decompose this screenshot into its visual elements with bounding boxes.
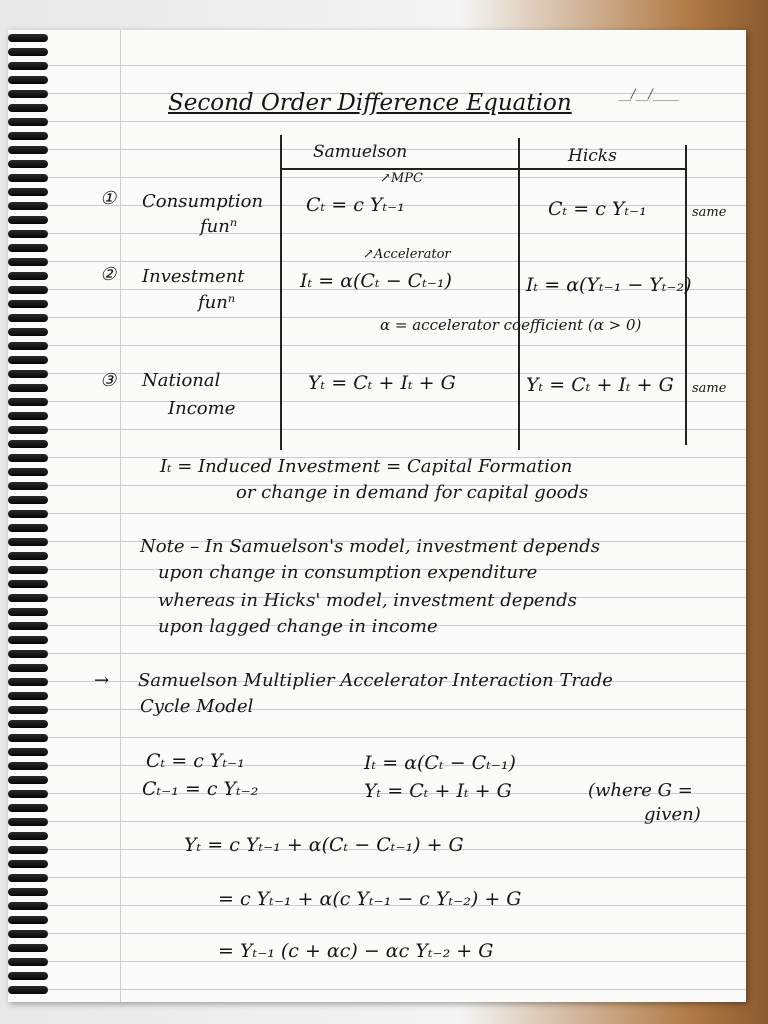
spiral-ring (8, 510, 48, 518)
note-line: upon lagged change in income (158, 616, 438, 637)
spiral-ring (8, 790, 48, 798)
column-header-samuelson: Samuelson (313, 142, 408, 162)
spiral-ring (8, 860, 48, 868)
accelerator-annotation: ↗Accelerator (363, 247, 451, 262)
spiral-ring (8, 398, 48, 406)
row-label: funⁿ (200, 216, 238, 237)
spiral-ring (8, 356, 48, 364)
spiral-ring (8, 286, 48, 294)
arrow-marker: → (94, 670, 110, 691)
derivation-step: = c Yₜ₋₁ + α(c Yₜ₋₁ − c Yₜ₋₂) + G (218, 888, 522, 910)
same-remark: same (692, 205, 727, 220)
samuelson-income: Yₜ = Cₜ + Iₜ + G (308, 372, 456, 394)
spiral-ring (8, 160, 48, 168)
derivation-step: Yₜ = c Yₜ₋₁ + α(Cₜ − Cₜ₋₁) + G (184, 834, 464, 856)
spiral-ring (8, 496, 48, 504)
spiral-ring (8, 720, 48, 728)
spiral-ring (8, 972, 48, 980)
spiral-ring (8, 580, 48, 588)
spiral-ring (8, 706, 48, 714)
spiral-ring (8, 748, 48, 756)
spiral-ring (8, 678, 48, 686)
row-number: ① (100, 188, 117, 209)
spiral-ring (8, 62, 48, 70)
spiral-ring (8, 118, 48, 126)
spiral-ring (8, 174, 48, 182)
equation-investment: Iₜ = α(Cₜ − Cₜ₋₁) (364, 752, 516, 774)
spiral-ring (8, 384, 48, 392)
spiral-ring (8, 818, 48, 826)
table-header-rule (280, 168, 685, 170)
spiral-ring (8, 804, 48, 812)
row-number: ② (100, 264, 117, 285)
spiral-ring (8, 944, 48, 952)
model-title: Samuelson Multiplier Accelerator Interaction Trade (138, 670, 613, 691)
spiral-ring (8, 244, 48, 252)
equation-income: Yₜ = Cₜ + Iₜ + G (364, 780, 512, 802)
samuelson-consumption: Cₜ = c Yₜ₋₁ (306, 194, 405, 216)
hicks-consumption: Cₜ = c Yₜ₋₁ (548, 198, 647, 220)
spiral-ring (8, 188, 48, 196)
row-label: Consumption (142, 191, 264, 212)
spiral-ring (8, 958, 48, 966)
table-divider-middle (518, 138, 520, 450)
spiral-ring (8, 146, 48, 154)
derivation-step: = Yₜ₋₁ (c + αc) − αc Yₜ₋₂ + G (218, 940, 494, 962)
spiral-ring (8, 846, 48, 854)
spiral-ring (8, 916, 48, 924)
spiral-ring (8, 832, 48, 840)
spiral-ring (8, 986, 48, 994)
equation-consumption: Cₜ = c Yₜ₋₁ (146, 750, 245, 772)
spiral-ring (8, 104, 48, 112)
spiral-ring (8, 622, 48, 630)
spiral-ring (8, 874, 48, 882)
spiral-ring (8, 314, 48, 322)
spiral-ring (8, 692, 48, 700)
spiral-ring (8, 664, 48, 672)
spiral-ring (8, 272, 48, 280)
spiral-ring (8, 902, 48, 910)
spiral-ring (8, 48, 48, 56)
margin-line (120, 30, 121, 1002)
spiral-ring (8, 454, 48, 462)
hicks-investment: Iₜ = α(Yₜ₋₁ − Yₜ₋₂) (526, 274, 692, 296)
spiral-ring (8, 888, 48, 896)
page-title: Second Order Difference Equation (168, 90, 572, 116)
spiral-ring (8, 734, 48, 742)
spiral-ring (8, 370, 48, 378)
spiral-ring (8, 300, 48, 308)
spiral-ring (8, 762, 48, 770)
row-label: National (142, 370, 221, 391)
spiral-ring (8, 468, 48, 476)
spiral-ring (8, 440, 48, 448)
spiral-ring (8, 202, 48, 210)
spiral-ring (8, 426, 48, 434)
definition-line: Iₜ = Induced Investment = Capital Formation (160, 456, 573, 477)
spiral-ring (8, 524, 48, 532)
spiral-ring (8, 608, 48, 616)
note-line: whereas in Hicks' model, investment depends (158, 590, 577, 611)
note-line: upon change in consumption expenditure (158, 562, 538, 583)
spiral-ring (8, 776, 48, 784)
row-label: Investment (142, 266, 245, 287)
same-remark: same (692, 381, 727, 396)
spiral-ring (8, 230, 48, 238)
spiral-ring (8, 216, 48, 224)
row-label: Income (168, 398, 236, 419)
table-divider-left (280, 135, 282, 450)
spiral-ring (8, 328, 48, 336)
spiral-ring (8, 132, 48, 140)
spiral-ring (8, 552, 48, 560)
spiral-ring (8, 930, 48, 938)
hicks-income: Yₜ = Cₜ + Iₜ + G (526, 374, 674, 396)
notebook-page (8, 30, 746, 1002)
spiral-ring (8, 650, 48, 658)
spiral-ring (8, 412, 48, 420)
given-note: (where G = (588, 780, 693, 801)
spiral-ring (8, 566, 48, 574)
spiral-ring (8, 90, 48, 98)
spiral-ring (8, 636, 48, 644)
equation-lagged-consumption: Cₜ₋₁ = c Yₜ₋₂ (142, 778, 259, 800)
given-note: given) (644, 804, 701, 825)
accelerator-coefficient-note: α = accelerator coefficient (α > 0) (380, 316, 642, 334)
row-label: funⁿ (198, 292, 236, 313)
spiral-ring (8, 258, 48, 266)
note-line: Note – In Samuelson's model, investment depends (140, 536, 600, 557)
spiral-ring (8, 594, 48, 602)
definition-line: or change in demand for capital goods (236, 482, 589, 503)
row-number: ③ (100, 370, 117, 391)
spiral-ring (8, 76, 48, 84)
model-title: Cycle Model (140, 696, 254, 717)
spiral-ring (8, 34, 48, 42)
column-header-hicks: Hicks (568, 146, 617, 166)
spiral-ring (8, 482, 48, 490)
samuelson-investment: Iₜ = α(Cₜ − Cₜ₋₁) (300, 270, 452, 292)
spiral-ring (8, 538, 48, 546)
mpc-annotation: ↗MPC (380, 171, 423, 186)
spiral-binding (8, 30, 48, 1002)
spiral-ring (8, 342, 48, 350)
date-placeholder: __/__/____ (618, 87, 679, 102)
